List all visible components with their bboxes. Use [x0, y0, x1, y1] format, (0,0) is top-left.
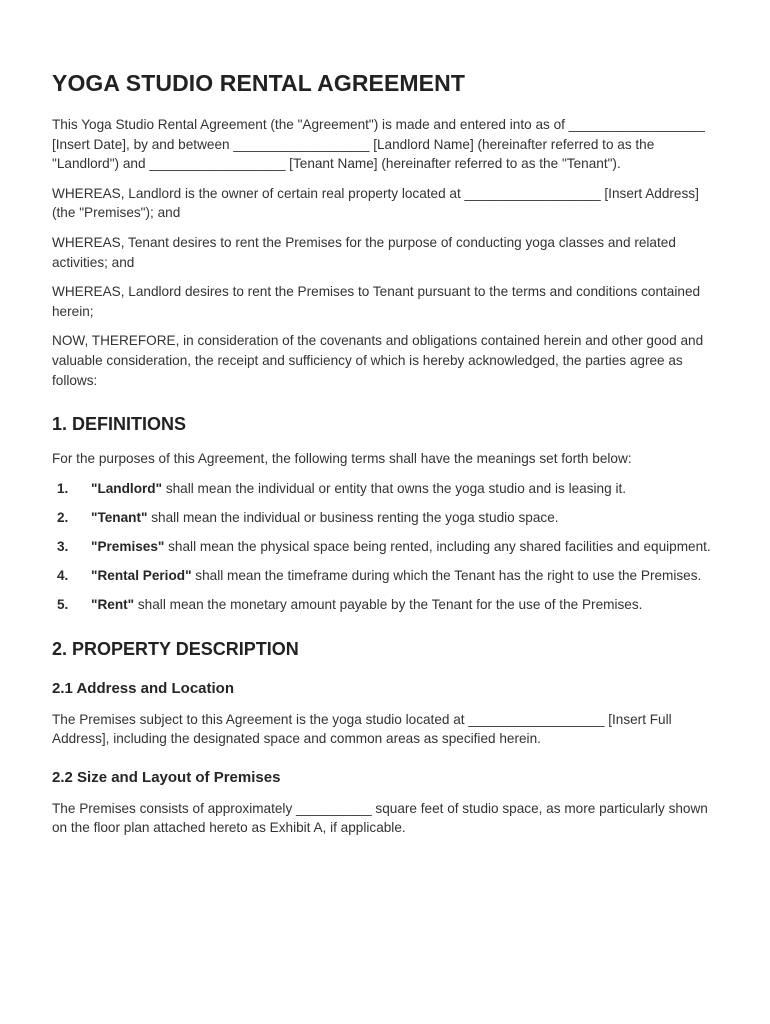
definition-item	[52, 479, 718, 499]
definition-item	[52, 537, 718, 557]
recital-tenant-desire: WHEREAS, Tenant desires to rent the Premises for the purpose of conducting yoga classes and related activities; and	[52, 234, 676, 270]
section-1-intro: For the purposes of this Agreement, the following terms shall have the meanings set forth below:	[52, 451, 632, 467]
definition-number: 2.	[57, 509, 69, 525]
intro-paragraph: This Yoga Studio Rental Agreement (the "Agreement") is made and entered into as of __________________ [Insert Date], by and between __________________ [Landlord Name] (hereinafter referred to as the "Landlord") and __________________ [Tenant Name] (hereinafter referred to as the "Tenant").	[52, 117, 705, 172]
subsection-2-1-text: The Premises subject to this Agreement is the yoga studio located at __________________ [Insert Full Address], including the designated space and common areas as specified herein.	[52, 711, 672, 747]
section-1-heading: 1. DEFINITIONS	[52, 414, 187, 435]
recital-landlord-owner: WHEREAS, Landlord is the owner of certain real property located at __________________ [Insert Address] (the "Premises"); and	[52, 185, 699, 221]
definition-item	[52, 508, 718, 528]
recital-now-therefore: NOW, THEREFORE, in consideration of the covenants and obligations contained herein and other good and valuable consideration, the receipt and sufficiency of which is hereby acknowledged, the parties agree as follows:	[52, 333, 704, 388]
definition-text: shall mean the monetary amount payable by the Tenant for the use of the Premises.	[134, 597, 643, 613]
definition-item	[52, 566, 718, 586]
definition-number: 4.	[57, 568, 69, 583]
definition-number: 1.	[57, 480, 69, 496]
section-2-heading: 2. PROPERTY DESCRIPTION	[52, 638, 299, 659]
definition-number: 3.	[57, 538, 69, 554]
definition-text: shall mean the individual or entity that owns the yoga studio and is leasing it.	[162, 480, 627, 496]
definition-term: "Premises"	[91, 538, 165, 554]
subsection-2-1-heading: 2.1 Address and Location	[52, 679, 234, 697]
definitions-list	[52, 479, 718, 615]
definition-text: shall mean the timeframe during which the Tenant has the right to use the Premises.	[191, 568, 702, 583]
definition-item	[52, 595, 718, 615]
subsection-2-2-heading: 2.2 Size and Layout of Premises	[52, 768, 281, 786]
definition-number: 5.	[57, 597, 69, 613]
document-title: YOGA STUDIO RENTAL AGREEMENT	[52, 70, 465, 96]
definition-term: "Landlord"	[91, 480, 163, 496]
recital-landlord-desire: WHEREAS, Landlord desires to rent the Premises to Tenant pursuant to the terms and conditions contained herein;	[52, 284, 701, 319]
definition-text: shall mean the physical space being rented, including any shared facilities and equipment.	[164, 538, 711, 554]
definition-text: shall mean the individual or business renting the yoga studio space.	[147, 509, 559, 525]
definition-term: "Tenant"	[91, 509, 148, 525]
definition-term: "Rental Period"	[91, 568, 192, 583]
definition-term: "Rent"	[91, 597, 135, 613]
subsection-2-2-text: The Premises consists of approximately __________ square feet of studio space, as more particularly shown on the floor plan attached hereto as Exhibit A, if applicable.	[52, 800, 708, 836]
